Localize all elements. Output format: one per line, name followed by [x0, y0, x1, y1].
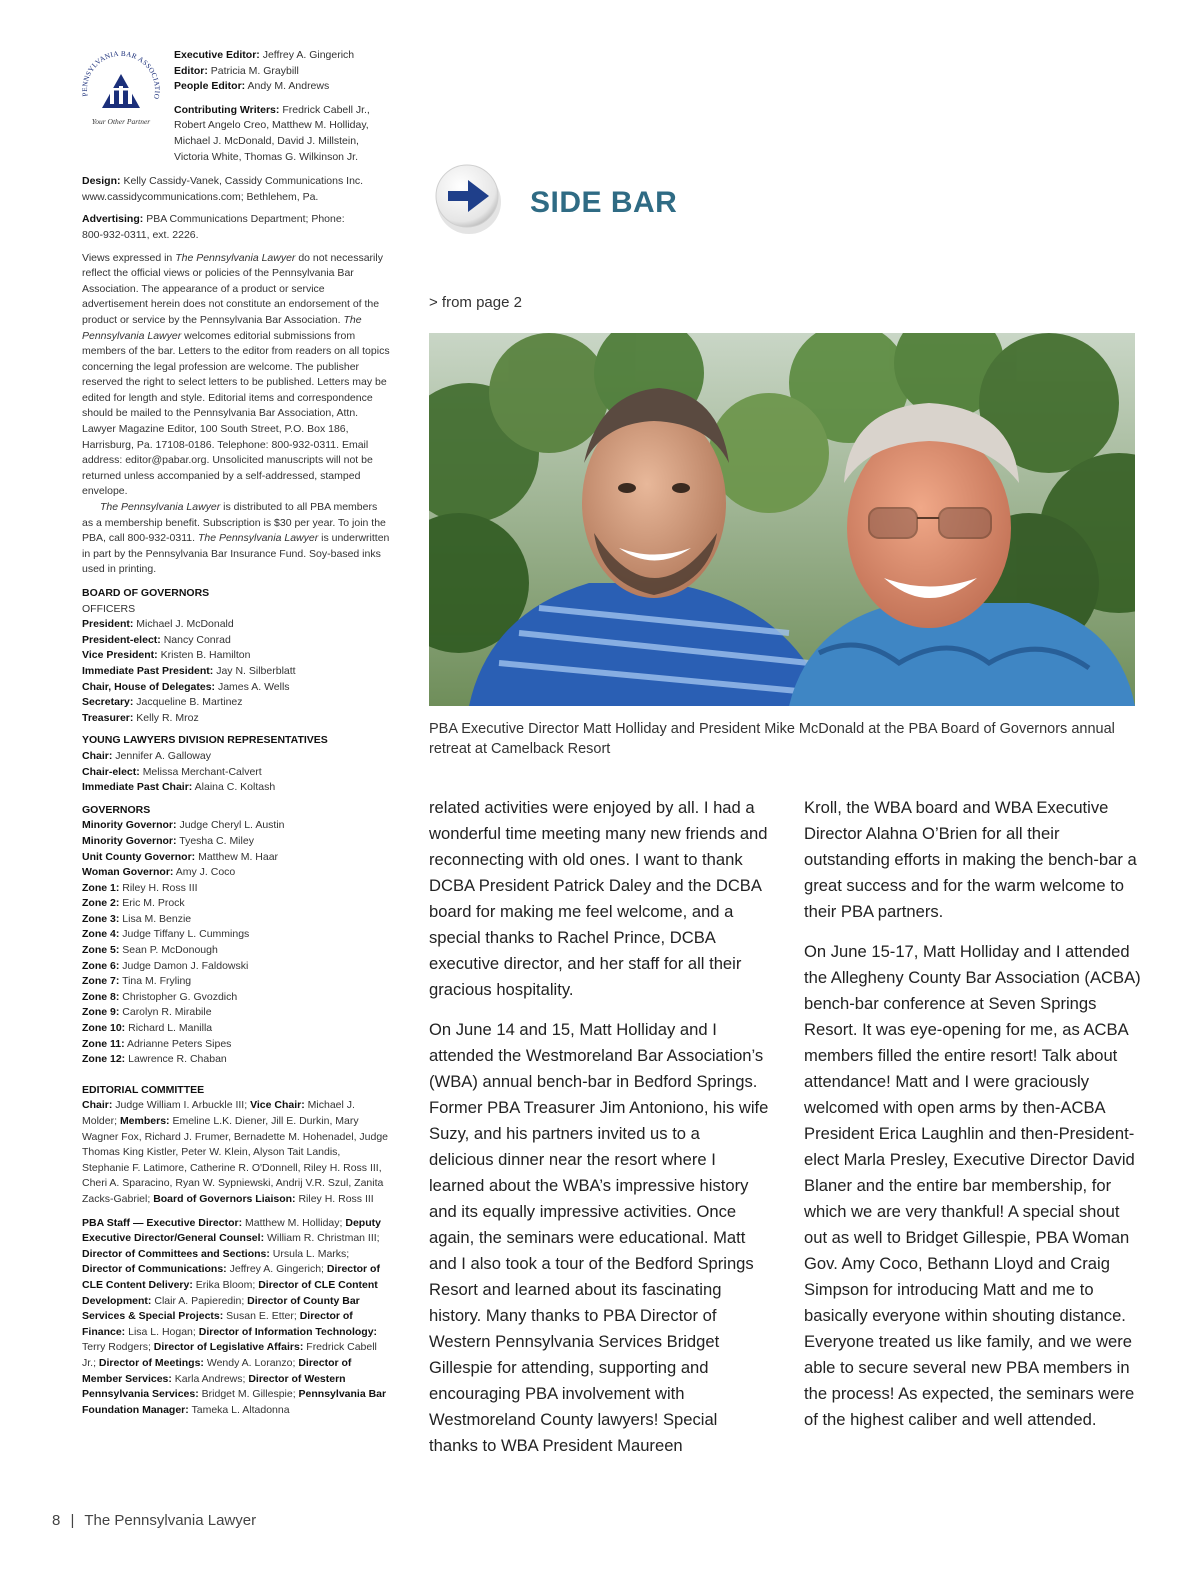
roster-role: Zone 2: [82, 897, 120, 910]
roster-name: Melissa Merchant-Calvert [142, 765, 262, 778]
staff-name: Susan E. Etter; [223, 1310, 300, 1323]
design-label: Design: [82, 175, 121, 188]
staff-role: Director of Committees and Sections: [82, 1247, 270, 1260]
roster-role: Immediate Past President: [82, 664, 214, 677]
roster-entry [82, 818, 390, 834]
page-number: 8 [52, 1512, 61, 1529]
roster-role: Zone 11: [82, 1037, 125, 1050]
roster-name: Judge Damon J. Faldowski [122, 959, 249, 972]
staff-role: Director of CLE Content Development: [82, 1278, 378, 1307]
staff-role: Director of Meetings: [98, 1356, 204, 1369]
exec-editor-label: Executive Editor: [174, 49, 260, 61]
members: Emeline L.K. Diener, Jill E. Durkin, Mary Wagner Fox, Richard J. Frumer, Bernadette M. Hohenadel, Judge Thomas King Kistler, Peter W. Klein, Alyson Tait Landis, Stephanie F. Latimore, Catherine R. O'Donnell, Riley H. Ross III, Cheri A. Sparacino, Ryan W. Sypniewski, Andrij V.R. Szul, Zanita Zacks-Gabriel; [82, 1115, 389, 1205]
editorial-committee [82, 1083, 390, 1208]
contributing-writers-label: Contributing Writers: [174, 103, 280, 116]
roster-role: Treasurer: [82, 711, 134, 724]
article-column-2 [804, 795, 1144, 1447]
continued-from-link[interactable]: > from page 2 [429, 294, 522, 311]
article-paragraph: On June 14 and 15, Matt Holliday and I attended the Westmoreland Bar Association’s (WBA) annual bench-bar in Bedford Springs. Former PBA Treasurer Jim Antoniono, his wife Suzy, and his partners invited us to a delicious dinner near the resort where I learned about the WBA’s impressive history and its equally impressive activities. Once again, the seminars were educational. Matt and I also took a tour of the Bedford Springs Resort and learned about its fascinating history. Many thanks to PBA Director of Western Pennsylvania Services Bridget Gillespie for attending, supporting and encouraging PBA involvement with Westmoreland County lawyers! Special thanks to WBA President Maureen [429, 1020, 769, 1455]
disclaimer-paragraph-2 [82, 500, 390, 578]
roster-name: Eric M. Prock [122, 897, 185, 910]
roster-role: Chair-elect: [82, 765, 140, 778]
contributing-writers-2: Robert Angelo Creo, Matthew M. Holliday, [174, 119, 369, 132]
staff-name: Jeffrey A. Gingerich; [226, 1263, 327, 1276]
roster-entry [82, 943, 390, 959]
staff-name: Bridget M. Gillespie; [198, 1388, 299, 1401]
roster-name: Lisa M. Benzie [122, 912, 192, 925]
staff-role: Director of Member Services: [82, 1356, 352, 1385]
disclaimer-text: Views expressed in [82, 251, 176, 264]
roster-role: Minority Governor: [82, 834, 177, 847]
roster-role: Zone 7: [82, 975, 120, 988]
staff-name: Fredrick Cabell Jr.; [82, 1341, 377, 1369]
masthead-editors [174, 48, 390, 165]
roster-name: Amy J. Coco [175, 866, 236, 879]
article-column-1 [429, 795, 769, 1473]
roster-name: Sean P. McDonough [122, 944, 218, 957]
board-of-governors [82, 586, 390, 1068]
roster-entry [82, 664, 390, 680]
article-paragraph: related activities were enjoyed by all. I had a wonderful time meeting many new friends and reconnecting with old ones. I want to thank DCBA President Patrick Daley and the DCBA board for making me feel welcome, and a special thanks to Rachel Prince, DCBA executive director, and her staff for all their gracious hospitality. [429, 798, 768, 999]
advertising-label: Advertising: [82, 213, 144, 226]
roster-role: President-elect: [82, 633, 161, 646]
advertising-credit [82, 212, 390, 243]
disclaimer-paragraph-1 [82, 251, 390, 501]
roster-name: Kristen B. Hamilton [160, 649, 251, 662]
staff-name: Ursula L. Marks; [269, 1247, 350, 1260]
disclaimer-text: is underwritten in part by the Pennsylvania Bar Insurance Fund. Soy-based inks used in printing. [82, 532, 390, 576]
editor: Patricia M. Graybill [210, 64, 299, 77]
publication-name: The Pennsylvania Lawyer [82, 313, 362, 342]
page-footer [52, 1512, 256, 1529]
publication-name: The Pennsylvania Lawyer [197, 532, 319, 545]
roster-role: Unit County Governor: [82, 850, 196, 863]
roster-role: Zone 1: [82, 881, 120, 894]
roster-entry [82, 912, 390, 928]
roster-entry [82, 881, 390, 897]
roster-role: Zone 10: [82, 1022, 126, 1035]
staff-name: William R. Christman III; [264, 1232, 380, 1245]
yld-list [82, 749, 390, 796]
roster-entry [82, 850, 390, 866]
roster-role: Chair, House of Delegates: [82, 680, 216, 693]
roster-role: Secretary: [82, 696, 134, 709]
roster-entry [82, 780, 390, 796]
roster-name: Christopher G. Gvozdich [122, 990, 238, 1003]
staff-name: Clair A. Papieredin; [151, 1294, 248, 1307]
logo-arc-text: PENNSYLVANIA BAR ASSOCIATIO [80, 50, 162, 100]
staff-role: Director of CLE Content Delivery: [82, 1263, 380, 1291]
staff-name: Matthew M. Holliday; [242, 1216, 346, 1229]
roster-entry [82, 633, 390, 649]
roster-entry [82, 896, 390, 912]
roster-name: Tina M. Fryling [122, 975, 192, 988]
chair: Judge William I. Arbuckle III; [112, 1099, 251, 1112]
design-line2: www.cassidycommunications.com; Bethlehem, Pa. [82, 190, 319, 203]
roster-entry [82, 974, 390, 990]
roster-name: Kelly R. Mroz [136, 711, 199, 724]
roster-role: Zone 5: [82, 944, 120, 957]
editorial-committee-heading: EDITORIAL COMMITTEE [82, 1083, 205, 1096]
roster-entry [82, 959, 390, 975]
roster-name: Judge Cheryl L. Austin [179, 819, 285, 832]
roster-name: Riley H. Ross III [122, 881, 198, 894]
contributing-writers-3: Michael J. McDonald, David J. Millstein, [174, 134, 359, 147]
staff-role: Director of Communications: [82, 1263, 227, 1276]
roster-role: Zone 6: [82, 959, 120, 972]
logo-tagline: Your Other Partner [91, 117, 151, 126]
roster-role: Zone 4: [82, 928, 120, 941]
roster-name: Nancy Conrad [163, 633, 231, 646]
roster-role: Immediate Past Chair: [82, 781, 193, 794]
footer-separator: | [70, 1512, 75, 1529]
roster-name: Alaina C. Koltash [194, 781, 276, 794]
staff-name: Wendy A. Loranzo; [203, 1356, 299, 1369]
roster-role: Vice President: [82, 649, 158, 662]
yld-heading: YOUNG LAWYERS DIVISION REPRESENTATIVES [82, 734, 328, 747]
staff-name: Karla Andrews; [171, 1372, 249, 1385]
governors-heading: GOVERNORS [82, 803, 151, 816]
publication-name: The Pennsylvania Lawyer [175, 251, 296, 264]
roster-name: Matthew M. Haar [198, 850, 279, 863]
vice-chair: Michael J. Molder; [82, 1099, 355, 1127]
roster-role: Woman Governor: [82, 866, 174, 879]
roster-entry [82, 749, 390, 765]
photo-caption: PBA Executive Director Matt Holliday and President Mike McDonald at the PBA Board of Governors annual retreat at Camelback Resort [429, 721, 1115, 757]
exec-editor: Jeffrey A. Gingerich [262, 49, 355, 61]
roster-entry [82, 1021, 390, 1037]
roster-entry [82, 834, 390, 850]
roster-entry [82, 865, 390, 881]
people-editor-label: People Editor: [174, 80, 246, 93]
staff-name: Terry Rodgers; [82, 1341, 154, 1354]
chair-label: Chair: [82, 1099, 113, 1112]
staff-role: Director of Western Pennsylvania Services: [82, 1372, 346, 1401]
roster-entry [82, 765, 390, 781]
roster-name: Jay N. Silberblatt [216, 664, 296, 677]
roster-name: Adrianne Peters Sipes [126, 1037, 232, 1050]
roster-entry [82, 1037, 390, 1053]
liaison: Riley H. Ross III [295, 1192, 374, 1205]
design-credit [82, 174, 390, 205]
editorial-committee-body [82, 1098, 390, 1207]
advertising-line1: PBA Communications Department; Phone: [146, 213, 345, 226]
staff-role: Pennsylvania Bar Foundation Manager: [82, 1388, 387, 1416]
liaison-label: Board of Governors Liaison: [153, 1192, 296, 1205]
arrow-icon [434, 158, 504, 236]
publication-name: The Pennsylvania Lawyer [100, 501, 221, 514]
governors-list [82, 818, 390, 1068]
roster-entry [82, 990, 390, 1006]
roster-name: Jacqueline B. Martinez [136, 696, 243, 709]
board-heading: BOARD OF GOVERNORS [82, 587, 210, 599]
masthead-column [82, 48, 390, 1418]
members-label: Members: [119, 1115, 170, 1127]
contributing-writers-4: Victoria White, Thomas G. Wilkinson Jr. [174, 150, 359, 163]
roster-name: Carolyn R. Mirabile [122, 1006, 212, 1019]
disclaimer [82, 251, 390, 578]
roster-role: Zone 9: [82, 1006, 120, 1019]
section-title: SIDE BAR [530, 186, 678, 219]
disclaimer-text: is distributed to all PBA members as a membership benefit. Subscription is $30 per year. To join the PBA, call 800-932-0311. [82, 501, 386, 545]
article-paragraph: Kroll, the WBA board and WBA Executive Director Alahna O’Brien for all their outstanding efforts in making the bench-bar a great success and for the warm welcome to their PBA partners. [804, 798, 1137, 921]
advertising-line2: 800-932-0311, ext. 2226. [82, 228, 199, 241]
roster-entry [82, 680, 390, 696]
staff-role: Director of Legislative Affairs: [153, 1341, 304, 1354]
design-line1: Kelly Cassidy-Vanek, Cassidy Communications Inc. [123, 175, 364, 188]
staff-name: Lisa L. Hogan; [125, 1325, 199, 1338]
staff-name: Erika Bloom; [192, 1278, 259, 1291]
roster-role: Chair: [82, 749, 113, 762]
roster-entry [82, 711, 390, 727]
roster-entry [82, 1052, 390, 1068]
vice-chair-label: Vice Chair: [250, 1099, 305, 1112]
roster-name: Tyesha C. Miley [179, 834, 254, 847]
disclaimer-text: welcomes editorial submissions from members of the bar. Letters to the editor from readers on all topics concerning the legal profession are welcome. The publisher reserved the right to select letters to be published. Letters may be edited for length and style. Editorial items and correspondence should be mailed to the Pennsylvania Bar Association, Attn. Lawyer Magazine Editor, 100 South Street, P.O. Box 186, Harrisburg, Pa. 17108-0186. Telephone: 800-932-0311. Email address: editor@pabar.org. Unsolicited manuscripts will not be returned unless accompanied by a self-addressed, stamped envelope. [82, 329, 390, 498]
roster-name: Richard L. Manilla [128, 1022, 213, 1035]
article-photo [429, 333, 1135, 706]
staff-role: Director of Information Technology: [198, 1325, 378, 1338]
roster-entry [82, 927, 390, 943]
staff-name: Tameka L. Altadonna [188, 1403, 290, 1416]
staff-role: Director of County Bar Services & Special Projects: [82, 1294, 360, 1323]
roster-name: Judge Tiffany L. Cummings [122, 928, 250, 941]
footer-publication: The Pennsylvania Lawyer [84, 1512, 257, 1529]
roster-role: Zone 3: [82, 912, 120, 925]
roster-name: James A. Wells [217, 680, 290, 693]
article-paragraph: On June 15-17, Matt Holliday and I attended the Allegheny County Bar Association (ACBA) bench-bar conference at Seven Springs Resort. It was eye-opening for me, as ACBA members filled the entire resort! Talk about attendance! Matt and I were graciously welcomed with open arms by then-ACBA President Erica Laughlin and then-President-elect Marla Presley, Executive Director David Blaner and the entire bar membership, for which we are very thankful! A special shout out as well to Bridget Gillespie, PBA Woman Gov. Amy Coco, Bethann Lloyd and Craig Simpson for introducing Matt and me to basically everyone within shouting distance. Everyone treated us like family, and we were able to secure several new PBA members in the process! As expected, the seminars were of the highest caliber and well attended. [804, 942, 1141, 1429]
people-editor: Andy M. Andrews [247, 80, 330, 93]
roster-name: Lawrence R. Chaban [128, 1053, 227, 1066]
roster-role: Zone 8: [82, 990, 120, 1003]
roster-entry [82, 695, 390, 711]
contributing-writers-1: Fredrick Cabell Jr., [282, 103, 370, 116]
editor-label: Editor: [174, 64, 208, 77]
roster-entry [82, 1005, 390, 1021]
roster-entry [82, 617, 390, 633]
staff-list [82, 1216, 390, 1419]
roster-entry [82, 648, 390, 664]
staff-role: Deputy Executive Director/General Counsel: [82, 1216, 381, 1245]
roster-role: Zone 12: [82, 1053, 126, 1066]
roster-name: Michael J. McDonald [136, 618, 234, 631]
roster-name: Jennifer A. Galloway [115, 749, 211, 762]
roster-role: Minority Governor: [82, 819, 177, 832]
staff-role: Director of Finance: [82, 1310, 353, 1338]
officers-list [82, 617, 390, 726]
staff-role: PBA Staff — Executive Director: [82, 1216, 243, 1229]
roster-role: President: [82, 618, 134, 631]
officers-heading: OFFICERS [82, 602, 136, 615]
disclaimer-text: do not necessarily reflect the official views or policies of the Pennsylvania Bar Association. The appearance of a product or service advertisement herein does not constitute an endorsement of the product or service by the Pennsylvania Bar Association. [82, 251, 383, 326]
